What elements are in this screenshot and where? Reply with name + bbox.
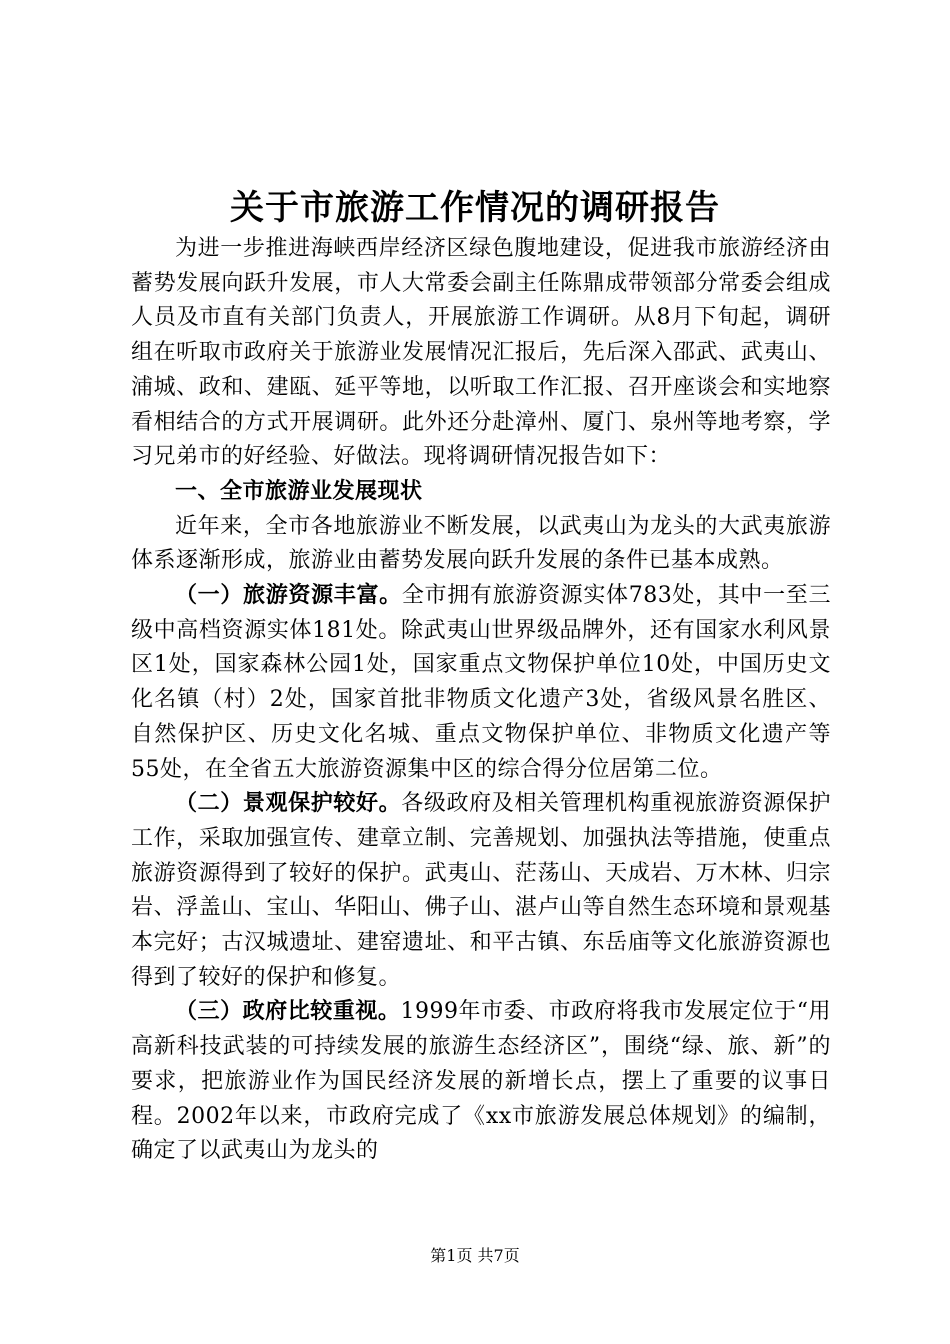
section-heading: 一、全市旅游业发展现状 bbox=[175, 478, 423, 504]
intro-paragraph: 为进一步推进海峡西岸经济区绿色腹地建设，促进我市旅游经济由蓄势发展向跃升发展，市人大常委会副主任陈鼎成带领部分常委会组成人员及市直有关部门负责人，开展旅游工作调研。从8月下旬起，调研组在听取市政府关于旅游业发展情况汇报后，先后深入邵武、武夷山、浦城、政和、建瓯、延平等地，以听取工作汇报、召开座谈会和实地察看相结合的方式开展调研。此外还分赴漳州、厦门、泉州等地考察，学习兄弟市的好经验、好做法。现将调研情况报告如下： bbox=[131, 236, 831, 470]
item-lead-3: （三）政府比较重视。 bbox=[175, 999, 401, 1025]
document-body bbox=[131, 232, 831, 1169]
item-paragraph-3 bbox=[131, 995, 831, 1169]
item-paragraph-1 bbox=[131, 579, 831, 787]
document-title: 关于市旅游工作情况的调研报告 bbox=[230, 188, 720, 228]
item-paragraph-2 bbox=[131, 787, 831, 995]
item-lead-1: （一）旅游资源丰富。 bbox=[175, 583, 402, 609]
item-body-1: 全市拥有旅游资源实体783处，其中一至三级中高档资源实体181处。除武夷山世界级品牌外，还有国家水利风景区1处，国家森林公园1处，国家重点文物保护单位10处，中国历史文化名镇（村）2处，国家首批非物质文化遗产3处，省级风景名胜区、自然保护区、历史文化名城、重点文物保护单位、非物质文化遗产等55处，在全省五大旅游资源集中区的综合得分位居第二位。 bbox=[131, 583, 831, 782]
item-body-3: 1999年市委、市政府将我市发展定位于“用高新科技武装的可持续发展的旅游生态经济区”，围绕“绿、旅、新”的要求，把旅游业作为国民经济发展的新增长点，摆上了重要的议事日程。2002年以来，市政府完成了《xx市旅游发展总体规划》的编制，确定了以武夷山为龙头的 bbox=[131, 999, 831, 1164]
page-number: 第1页 共7页 bbox=[430, 1246, 520, 1265]
section-intro-paragraph: 近年来，全市各地旅游业不断发展，以武夷山为龙头的大武夷旅游体系逐渐形成，旅游业由蓄势发展向跃升发展的条件已基本成熟。 bbox=[131, 513, 831, 574]
item-lead-2: （二）景观保护较好。 bbox=[175, 791, 402, 817]
item-body-2: 各级政府及相关管理机构重视旅游资源保护工作，采取加强宣传、建章立制、完善规划、加强执法等措施，使重点旅游资源得到了较好的保护。武夷山、茫荡山、天成岩、万木林、归宗岩、浮盖山、宝山、华阳山、佛子山、湛卢山等自然生态环境和景观基本完好；古汉城遗址、建窑遗址、和平古镇、东岳庙等文化旅游资源也得到了较好的保护和修复。 bbox=[131, 791, 831, 990]
